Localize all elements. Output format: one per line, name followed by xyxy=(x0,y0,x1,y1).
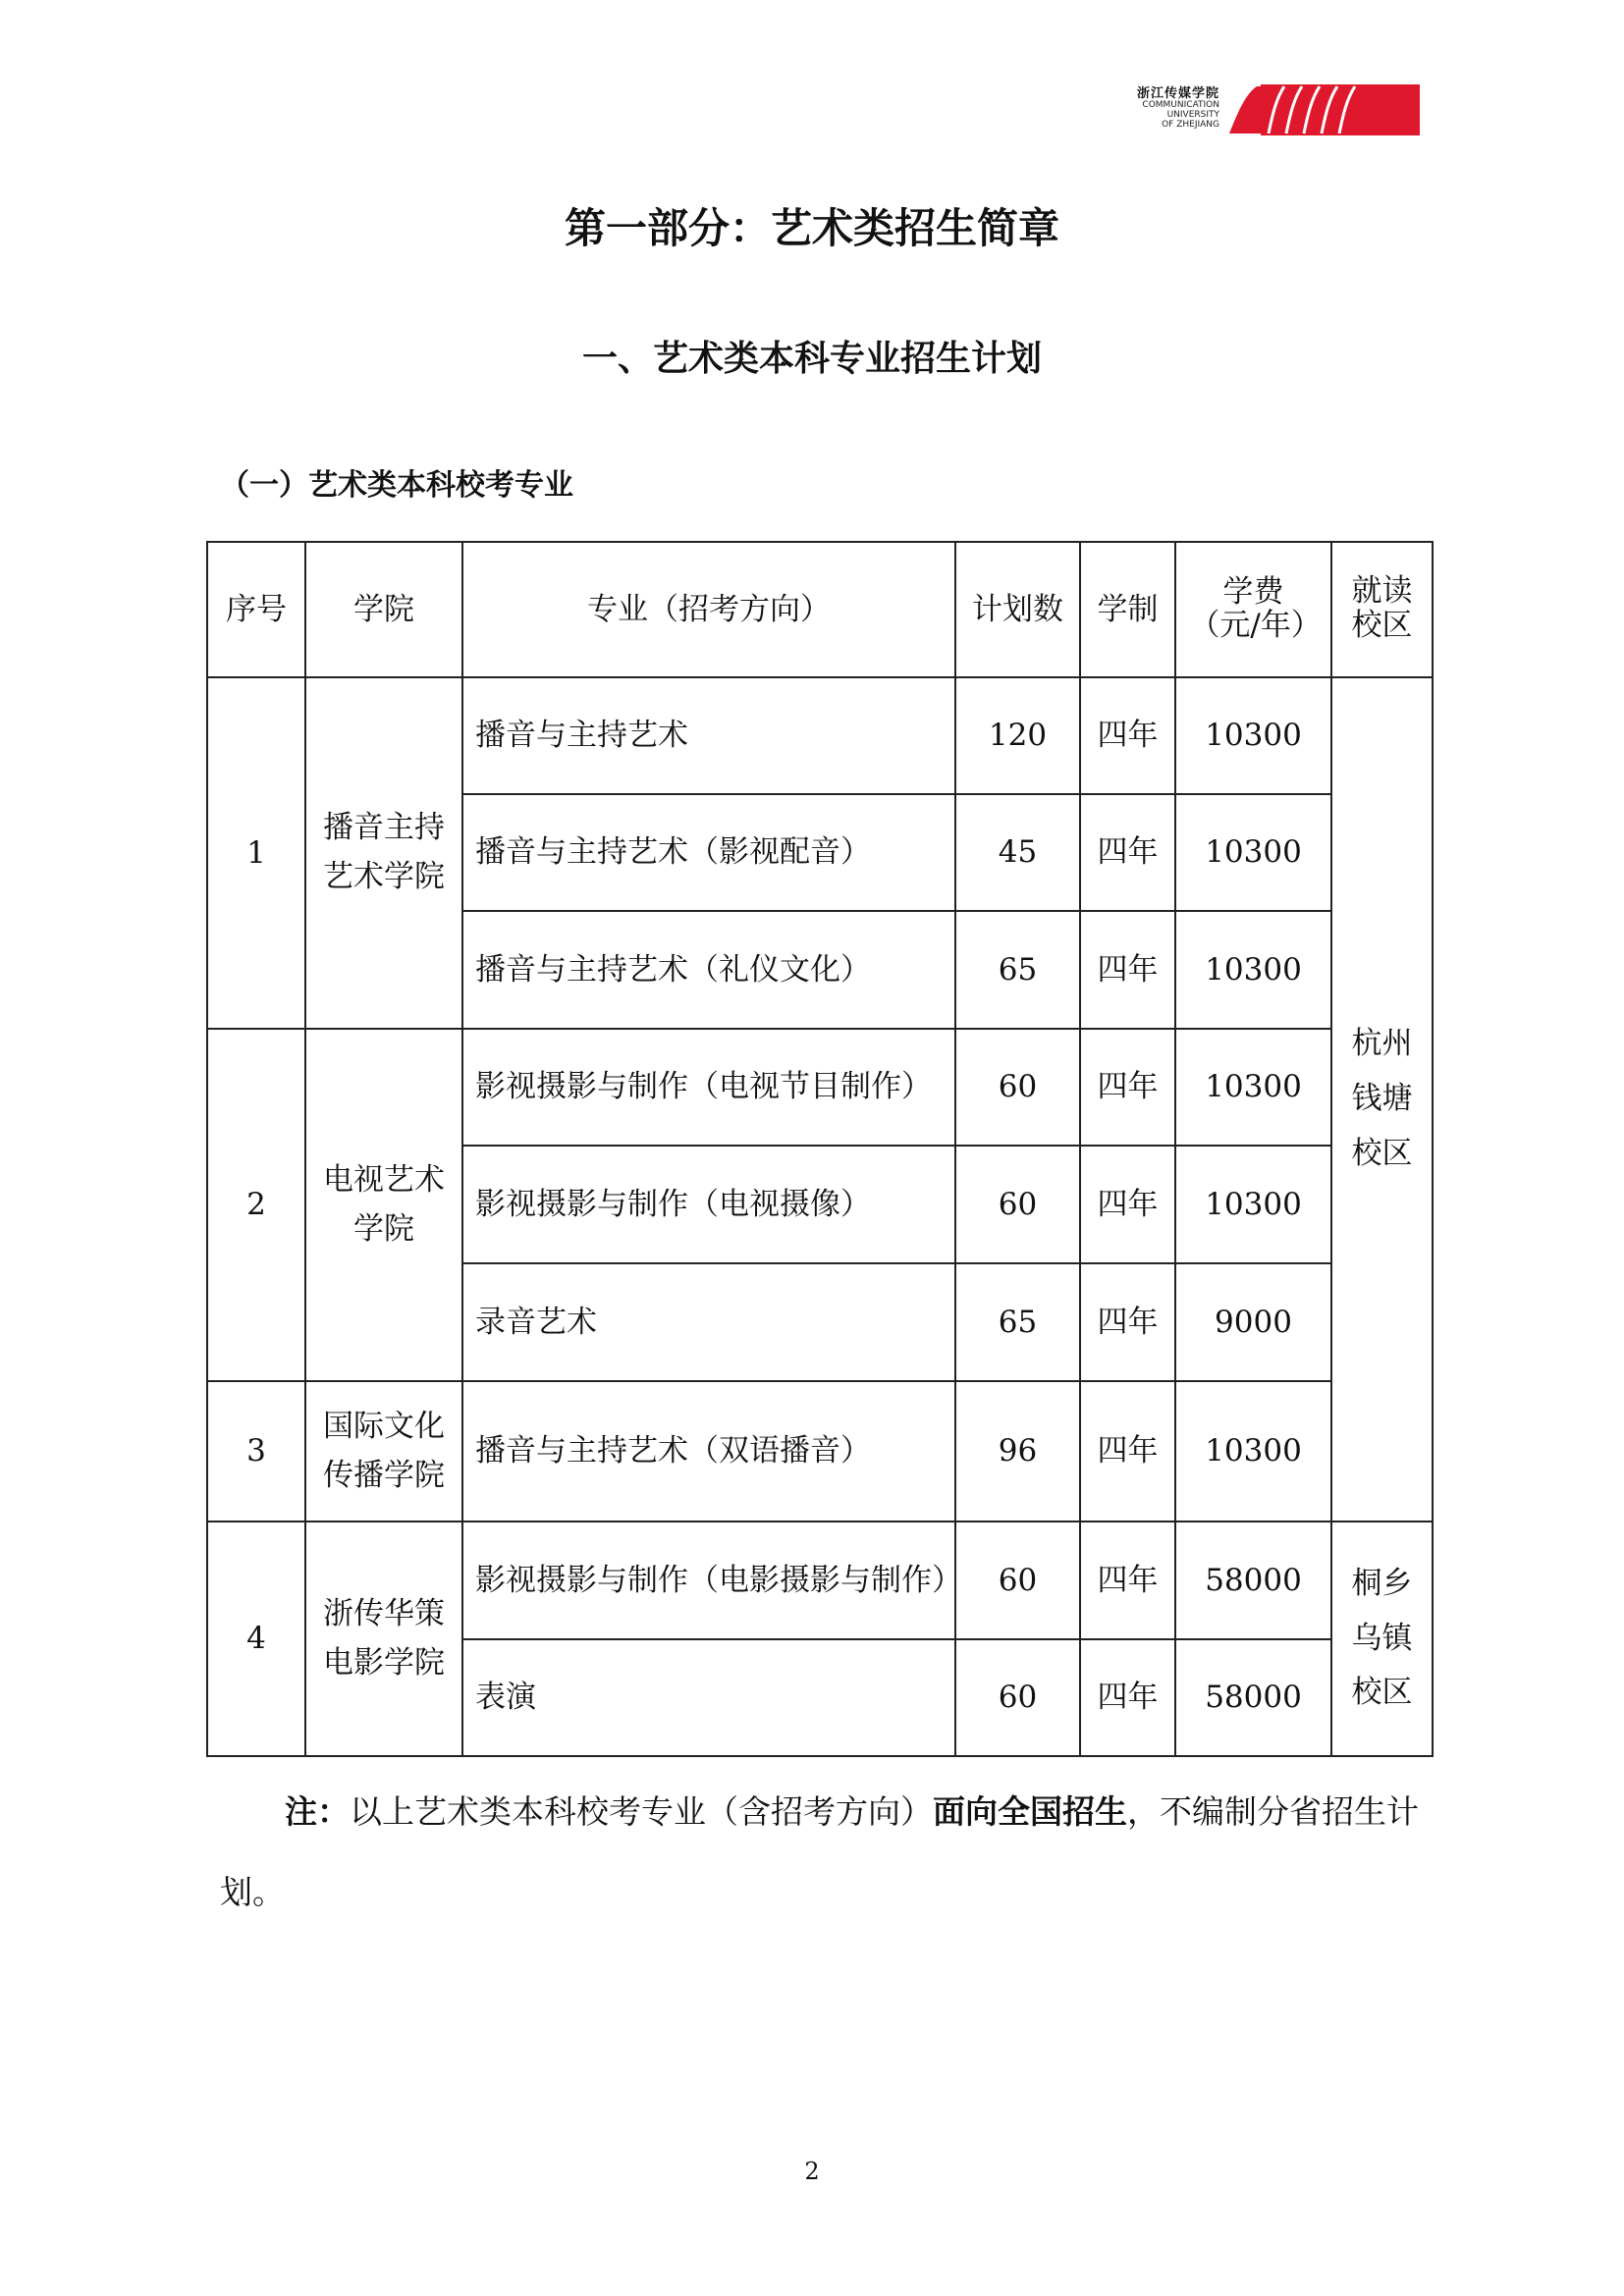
logo-english-name: COMMUNICATION UNIVERSITY OF ZHEJIANG xyxy=(1142,100,1219,130)
duration-cell: 四年 xyxy=(1080,1381,1175,1522)
major-cell: 录音艺术 xyxy=(462,1263,955,1381)
header-seq: 序号 xyxy=(207,542,305,677)
major-cell: 影视摄影与制作（电影摄影与制作） xyxy=(462,1522,955,1639)
fee-cell: 10300 xyxy=(1175,1381,1331,1522)
page-title: 第一部分：艺术类招生简章 xyxy=(564,204,1059,252)
plan-cell: 120 xyxy=(955,677,1080,794)
plan-cell: 96 xyxy=(955,1381,1080,1522)
duration-cell: 四年 xyxy=(1080,677,1175,794)
major-cell: 播音与主持艺术（礼仪文化） xyxy=(462,911,955,1029)
duration-cell: 四年 xyxy=(1080,1029,1175,1146)
fee-cell: 10300 xyxy=(1175,1029,1331,1146)
duration-cell: 四年 xyxy=(1080,1639,1175,1756)
fee-cell: 10300 xyxy=(1175,677,1331,794)
fee-cell: 58000 xyxy=(1175,1522,1331,1639)
plan-cell: 60 xyxy=(955,1522,1080,1639)
school-cell: 电视艺术学院 xyxy=(305,1029,462,1381)
table-row xyxy=(207,1029,1433,1146)
major-cell: 影视摄影与制作（电视节目制作） xyxy=(462,1029,955,1146)
plan-cell: 60 xyxy=(955,1146,1080,1263)
table-row xyxy=(207,1381,1433,1522)
header-campus: 就读校区 xyxy=(1331,542,1433,677)
school-cell: 国际文化传播学院 xyxy=(305,1381,462,1522)
note-text-2: ，不编制分省招生计划。 xyxy=(220,1792,1419,1911)
school-cell: 播音主持艺术学院 xyxy=(305,677,462,1029)
header-plan: 计划数 xyxy=(955,542,1080,677)
table-row xyxy=(207,677,1433,794)
seq-cell: 1 xyxy=(207,677,305,1029)
note-bold-text: 面向全国招生 xyxy=(933,1792,1127,1831)
header-fee: 学费（元/年） xyxy=(1175,542,1331,677)
campus-cell: 杭州钱塘校区 xyxy=(1331,677,1433,1522)
duration-cell: 四年 xyxy=(1080,794,1175,911)
header-major: 专业（招考方向） xyxy=(462,542,955,677)
university-logo xyxy=(1125,82,1420,137)
plan-cell: 65 xyxy=(955,911,1080,1029)
seq-cell: 4 xyxy=(207,1522,305,1756)
note-text-1: 以上艺术类本科校考专业（含招考方向） xyxy=(350,1792,933,1831)
school-cell: 浙传华策电影学院 xyxy=(305,1522,462,1756)
table-row xyxy=(207,1522,1433,1639)
duration-cell: 四年 xyxy=(1080,1522,1175,1639)
page-number: 2 xyxy=(804,2158,820,2185)
fee-cell: 10300 xyxy=(1175,794,1331,911)
fee-cell: 10300 xyxy=(1175,911,1331,1029)
duration-cell: 四年 xyxy=(1080,1146,1175,1263)
plan-cell: 60 xyxy=(955,1639,1080,1756)
logo-chinese-name: 浙江传媒学院 xyxy=(1136,86,1219,101)
note-prefix: 注： xyxy=(285,1792,350,1831)
table-header-row xyxy=(207,542,1433,677)
subsection-title: （一）艺术类本科校考专业 xyxy=(220,468,573,503)
duration-cell: 四年 xyxy=(1080,911,1175,1029)
seq-cell: 3 xyxy=(207,1381,305,1522)
duration-cell: 四年 xyxy=(1080,1263,1175,1381)
logo-mark-icon xyxy=(1227,84,1420,135)
table-note xyxy=(220,1772,1434,1933)
header-school: 学院 xyxy=(305,542,462,677)
plan-cell: 45 xyxy=(955,794,1080,911)
major-cell: 影视摄影与制作（电视摄像） xyxy=(462,1146,955,1263)
fee-cell: 9000 xyxy=(1175,1263,1331,1381)
seq-cell: 2 xyxy=(207,1029,305,1381)
fee-cell: 58000 xyxy=(1175,1639,1331,1756)
major-cell: 表演 xyxy=(462,1639,955,1756)
major-cell: 播音与主持艺术（影视配音） xyxy=(462,794,955,911)
admission-plan-table xyxy=(206,541,1434,1757)
major-cell: 播音与主持艺术（双语播音） xyxy=(462,1381,955,1522)
section-title: 一、艺术类本科专业招生计划 xyxy=(581,339,1042,379)
major-cell: 播音与主持艺术 xyxy=(462,677,955,794)
plan-cell: 65 xyxy=(955,1263,1080,1381)
campus-cell: 桐乡乌镇校区 xyxy=(1331,1522,1433,1756)
fee-cell: 10300 xyxy=(1175,1146,1331,1263)
header-duration: 学制 xyxy=(1080,542,1175,677)
plan-cell: 60 xyxy=(955,1029,1080,1146)
